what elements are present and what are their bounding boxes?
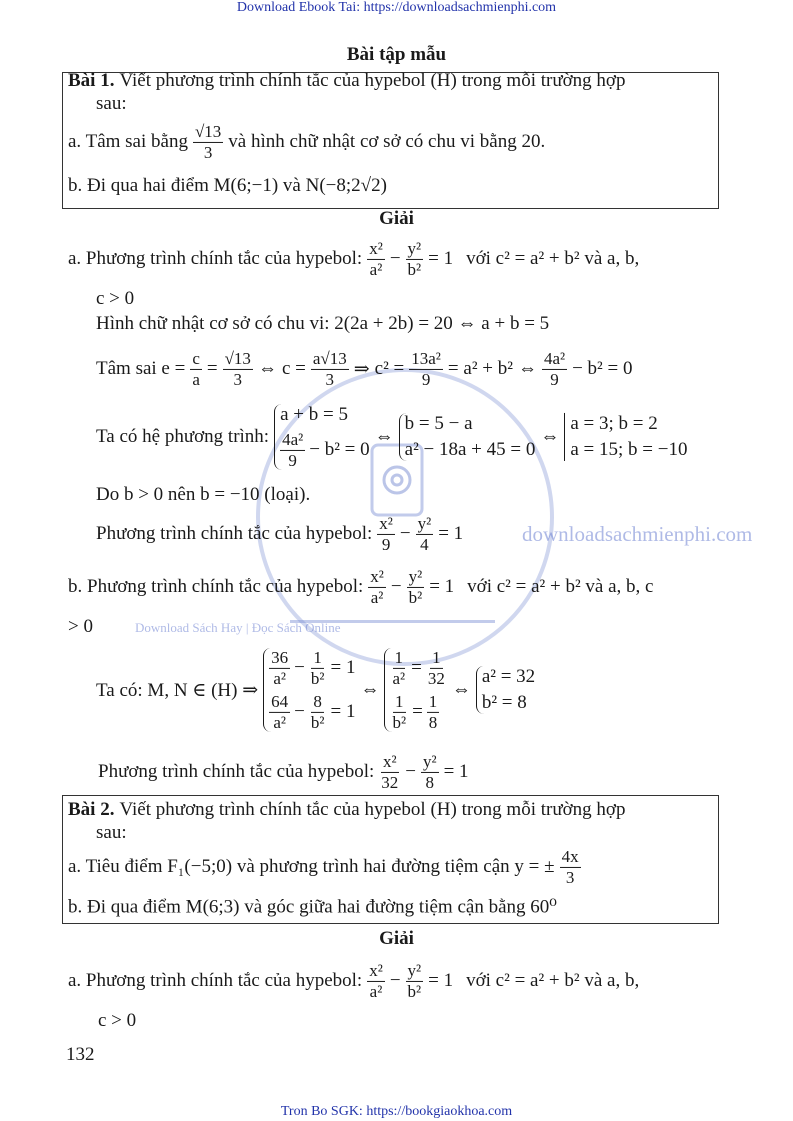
section-title: Bài tập mẫu [346, 44, 447, 65]
prompt-continued: sau: [96, 93, 127, 114]
exercise-1-part-a [68, 122, 550, 162]
solution-title: Giải [379, 208, 414, 229]
prompt-continued: sau: [96, 822, 127, 843]
prompt-text: Viết phương trình chính tắc của hypebol (H) trong mỗi trường hợp [119, 70, 626, 91]
condition: c > 0 [98, 1010, 137, 1031]
exercise-1-prompt [68, 70, 630, 92]
result-1b: Phương trình chính tắc của hypebol: $\frac{\text{x²}}{32}$ − $\frac{\text{y²}}{8}$ = 1 [98, 751, 469, 792]
text: và hình chữ nhật cơ sở có chu vi bằng 20. [228, 131, 546, 152]
watermark-tagline: Download Sách Hay | Đọc Sách Online [135, 620, 341, 635]
reject-line: Do b > 0 nên b = −10 (loại). [96, 484, 311, 505]
perimeter-line: Hình chữ nhật cơ sở có chu vi: 2(2a + 2b) = 20 ⇔ a + b = 5 [96, 313, 550, 334]
solution-1b-equation: b. Phương trình chính tắc của hypebol: $\frac{\text{x²}}{\text{a²}}$ − $\frac{\text{y²}}{\text{b²}}$ = 1 với c² = a² + b² và a, b, c [68, 566, 654, 607]
fraction: $\frac{√13}{3}$ [194, 121, 222, 162]
solution-title: Giải [379, 928, 414, 949]
header-link[interactable]: Download Ebook Tai: https://downloadsachmienphi.com [236, 0, 557, 15]
page-number: 132 [66, 1044, 95, 1065]
exercise-2-prompt: Bài 2. Viết phương trình chính tắc của hypebol (H) trong mỗi trường hợp [68, 799, 626, 820]
eccentricity-line: Tâm sai e = $\frac{c}{a}$ = $\frac{√13}{3}$ ⇔ c = $\frac{a√13}{3}$ ⇒ c² = $\frac{\text{13a²}}{9}$ = a² + b² ⇔ $\frac{\text{4a²}}{9}$ − b² = 0 [96, 348, 633, 389]
footer-link[interactable]: Tron Bo SGK: https://bookgiaokhoa.com [280, 1104, 513, 1119]
solution-1a-equation: a. Phương trình chính tắc của hypebol: $\frac{\text{x²}}{\text{a²}}$ − $\frac{\text{y²}}{\text{b²}}$ = 1 với c² = a² + b² và a, b, [68, 238, 640, 279]
result-1a: Phương trình chính tắc của hypebol: $\frac{\text{x²}}{9}$ − $\frac{\text{y²}}{4}$ = 1 [96, 513, 464, 554]
exercise-2-part-b: b. Đi qua điểm M(6;3) và góc giữa hai đường tiệm cận bằng 60⁰ [68, 896, 557, 918]
text: a. Tâm sai bằng [68, 131, 188, 152]
exercise-1-part-b: b. Đi qua hai điểm M(6;−1) và N(−8;2√2) [68, 175, 387, 196]
exercise-2-part-a: a. Tiêu điểm F₁(−5;0) và phương trình hai đường tiệm cận y = ± $\frac{4x}{3}$ [68, 846, 579, 887]
exercise-label: Bài 1. [68, 70, 115, 91]
watermark-bar [290, 620, 495, 623]
condition: c > 0 [96, 288, 135, 309]
system-line: Ta có hệ phương trình: a + b = 5 $\frac{\text{4a²}}{9}$ − b² = 0 ⇔ b = 5 − a a² − 18a + 45 = 0 ⇔ a = 3; b = 2 a = 15; b = −10 [96, 403, 688, 470]
watermark-site: downloadsachmienphi.com [522, 522, 753, 546]
condition: > 0 [68, 616, 93, 637]
points-system: Ta có: M, N ∈ (H) ⇒ $\frac{36}{\text{a²}}$ − $\frac{1}{\text{b²}}$ = 1 $\frac{64}{\text{a²}}$ − $\frac{8}{\text{b²}}$ = 1 ⇔ $\frac{1}{\text{a²}}$ = $\frac{1}{32}$ $\frac{1}{\text{b²}}$ = $\frac{1}{8}$ ⇔ a² = 32 b² = 8 [96, 647, 536, 732]
solution-2a-equation: a. Phương trình chính tắc của hypebol: $\frac{\text{x²}}{\text{a²}}$ − $\frac{\text{y²}}{\text{b²}}$ = 1 với c² = a² + b² và a, b, [68, 960, 640, 1001]
